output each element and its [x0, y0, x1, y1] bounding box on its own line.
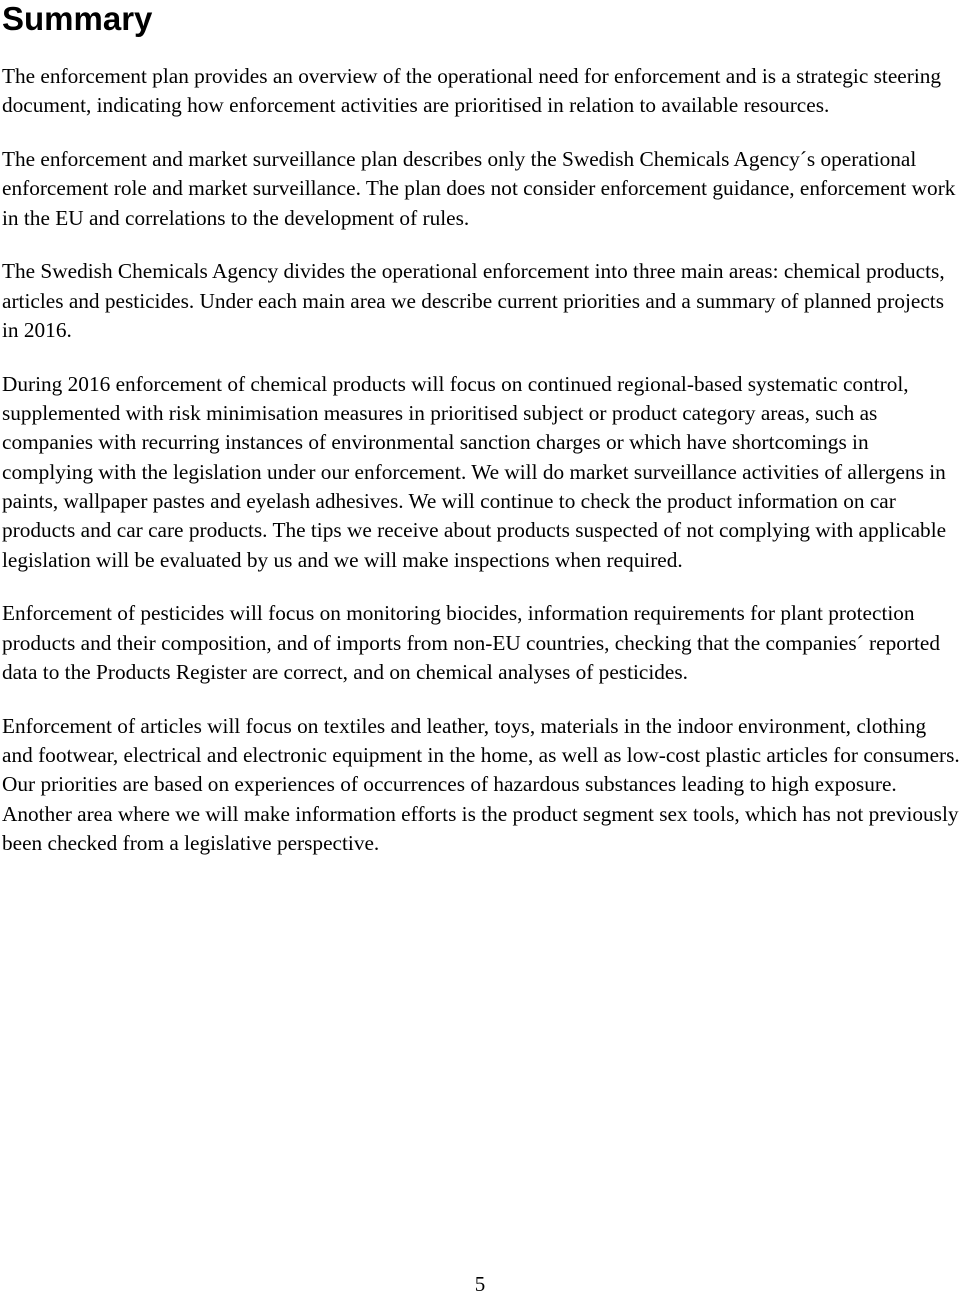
paragraph-main-areas: The Swedish Chemicals Agency divides the operational enforcement into three main areas: chemical products, articles and pesticides. Under each main area we describe current priorities and a summary of planned projects in 2016. — [2, 259, 945, 343]
page-number: 5 — [474, 1272, 486, 1296]
paragraph-chemical-products: During 2016 enforcement of chemical products will focus on continued regional-based systematic control, supplemented with risk minimisation measures in prioritised subject or product category areas, such as companies with recurring instances of environmental sanction charges or which have shortcomings in complying with the legislation under our enforcement. We will do market surveillance activities of allergens in paints, wallpaper pastes and eyelash adhesives. We will continue to check the product information on car products and car care products. The tips we receive about products suspected of not complying with applicable legislation will be evaluated by us and we will make inspections when required. — [2, 371, 947, 572]
paragraph-scope: The enforcement and market surveillance plan describes only the Swedish Chemicals Agency´s operational enforcement role and market surveillance. The plan does not consider enforcement guidance, enforcement work in the EU and correlations to the development of rules. — [2, 147, 956, 230]
page-title: Summary — [2, 0, 153, 37]
paragraph-pesticides: Enforcement of pesticides will focus on monitoring biocides, information requirements for plant protection products and their composition, and of imports from non-EU countries, checking that the companies´ reported data to the Products Register are correct, and on chemical analyses of pesticides. — [2, 601, 940, 685]
paragraph-articles: Enforcement of articles will focus on textiles and leather, toys, materials in the indoor environment, clothing and footwear, electrical and electronic equipment in the home, as well as low-cost plastic articles for consumers. Our priorities are based on experiences of occurrences of hazardous substances leading to high exposure. Another area where we will make information efforts is the product segment sex tools, which has not previously been checked from a legislative perspective. — [2, 713, 960, 856]
document-body — [2, 62, 958, 858]
paragraph-overview: The enforcement plan provides an overview of the operational need for enforcement and is a strategic steering document, indicating how enforcement activities are prioritised in relation to available resources. — [2, 64, 942, 118]
